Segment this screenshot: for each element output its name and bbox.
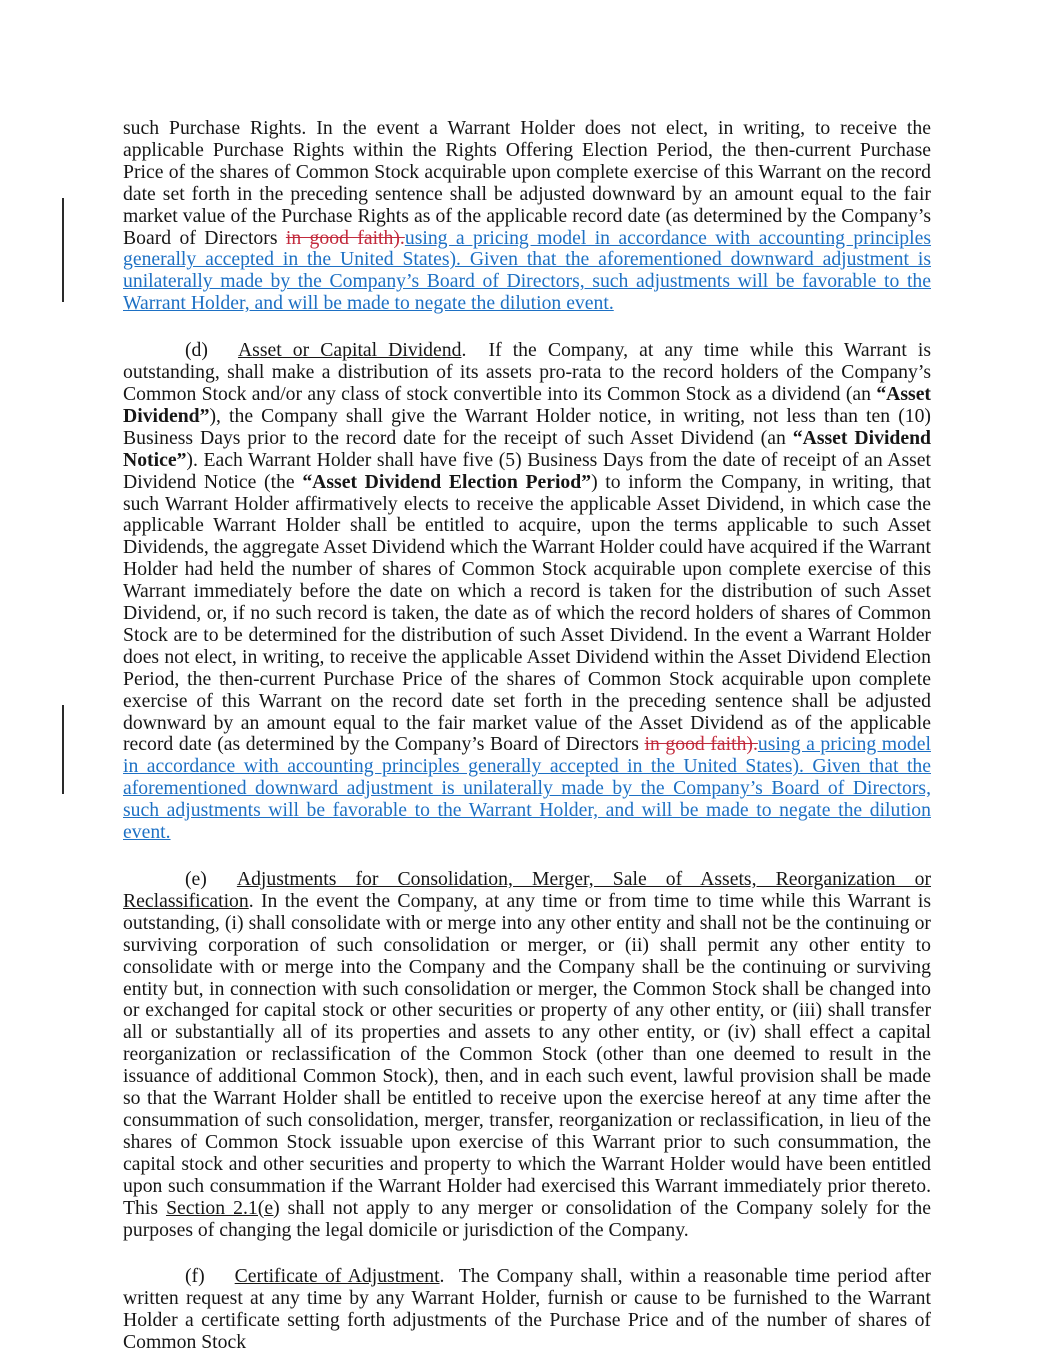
underlined-text: Reclassification [123, 889, 249, 912]
text-run: shall not apply to any merger or consolidation of the Company solely for the purposes of changing the legal domicile or jurisdiction of the Company. [123, 1196, 932, 1241]
bold-term: “Asset Dividend Notice” [123, 426, 931, 471]
text-run: such Purchase Rights. In the event a Warrant Holder does not elect, in writing, to receive the applicable Purchase Rights within the Rights Offering Election Period, the then-current Purchase Price of the shares of Common Stock acquirable upon complete exercise of this Warrant on the record date set forth in the preceding sentence shall be adjusted downward by an amount equal to the fair market value of the Purchase Rights as of the applicable record date (as determined by the Company’s Board of Directors [123, 117, 931, 249]
inserted-text: using a pricing model in accordance with accounting principles generally accepted in the United States). Given that the aforementioned downward adjustment is unilaterally made by the Company’s Board of Directors, such adjustments will be favorable to the Warrant Holder, and will be made to negate the dilution event. [123, 226, 932, 315]
text-run: ). Each Warrant Holder shall have five (5) Business Days from the date of receipt of an Asset Dividend Notice (the [123, 448, 931, 493]
text-run: . In the event the Company, at any time or from time to time while this Warrant is outstanding, (i) shall consolidate with or merge into any other entity and shall not be the continuing or surviving corporation of such consolidation or merger, or (ii) shall permit any other entity to consolidate with or merge into the Company and the Company shall be the continuing or surviving entity but, in connection with such consolidation or merger, the Common Stock shall be changed into or exchanged for capital stock or other securities or property of any other entity, or (iii) shall transfer all or substantially all of its properties and assets to any other entity, or (iv) shall effect a capital reorganization or reclassification of the Common Stock (other than one deemed to result in the issuance of additional Common Stock), then, and in each such event, lawful provision shall be made so that the Warrant Holder shall be entitled to receive upon the exercise hereof at any time after the consummation of such consolidation, merger, transfer, reorganization or reclassification, in lieu of the shares of Common Stock issuable upon exercise of this Warrant prior to such consummation, the capital stock and other securities and property to which the Warrant Holder would have been entitled upon such consummation if the Warrant Holder had exercised this Warrant immediately prior thereto. This [123, 889, 931, 1219]
paragraph-f-certificate-of-adjustment [123, 1266, 931, 1354]
underlined-text: Adjustments for Consolidation, Merger, Sale of Assets, Reorganization or [236, 868, 931, 890]
inserted-text: using a pricing model in accordance with accounting principles generally accepted in the United States). Given that the aforementioned downward adjustment is unilaterally made by the Company’s Board of Directors, such adjustments will be favorable to the Warrant Holder, and will be made to negate the dilution event. [123, 733, 931, 844]
text-run: . The Company shall, within a reasonable time period after written request at any time by any Warrant Holder, furnish or cause to be furnished to the Warrant Holder a certificate setting forth adjustments of the Purchase Price and of the number of shares of Common Stock [123, 1265, 931, 1354]
continuation-paragraph [123, 118, 931, 315]
text-run: ) to inform the Company, in writing, that such Warrant Holder affirmatively elects to receive the applicable Asset Dividend, in which case the applicable Warrant Holder shall be entitled to acquire, upon the terms applicable to such Asset Dividends, the aggregate Asset Dividend which the Warrant Holder could have acquired if the Warrant Holder had held the number of shares of Common Stock acquirable upon complete exercise of this Warrant immediately before the date on which a record is taken for the distribution of such Asset Dividend, or, if no such record is taken, the date as of which the record holders of shares of Common Stock are to be determined for the distribution of such Asset Dividend. In the event a Warrant Holder does not elect, in writing, to receive the applicable Asset Dividend within the Asset Dividend Election Period, the then-current Purchase Price of the shares of Common Stock acquirable upon complete exercise of this Warrant on the record date set forth in the preceding sentence shall be adjusted downward by an amount equal to the fair market value of the Asset Dividend as of the applicable record date (as determined by the Company’s Board of Directors [123, 470, 931, 756]
bold-term: “Asset Dividend Election Period” [302, 470, 592, 493]
paragraph-e-adjustments-consolidation-merger [123, 869, 931, 1241]
text-run: . If the Company, at any time while this Warrant is outstanding, shall make a distribution of its assets pro-rata to the record holders of the Company’s Common Stock and/or any class of stock convertible into its Common Stock as a dividend (an [123, 339, 932, 405]
underlined-text: Asset or Capital Dividend [237, 339, 462, 362]
text-run: (f) [185, 1265, 205, 1288]
underlined-text: Section 2.1(e) [166, 1196, 280, 1219]
text-run: (e) [185, 868, 207, 890]
underlined-text: Certificate of Adjustment [234, 1265, 440, 1288]
bold-term: “Asset Dividend” [123, 382, 931, 427]
deleted-text: in good faith). [644, 733, 758, 756]
text-content [123, 118, 931, 1354]
change-bar-first-redline [62, 198, 64, 302]
change-bar-second-redline [62, 705, 64, 794]
text-run: ), the Company shall give the Warrant Holder notice, in writing, not less than ten (10) Business Days prior to the record date for the receipt of such Asset Dividend (an [123, 404, 931, 449]
paragraph-d-asset-or-capital-dividend [123, 340, 931, 844]
deleted-text: in good faith). [285, 226, 405, 249]
text-run: (d) [185, 339, 208, 362]
